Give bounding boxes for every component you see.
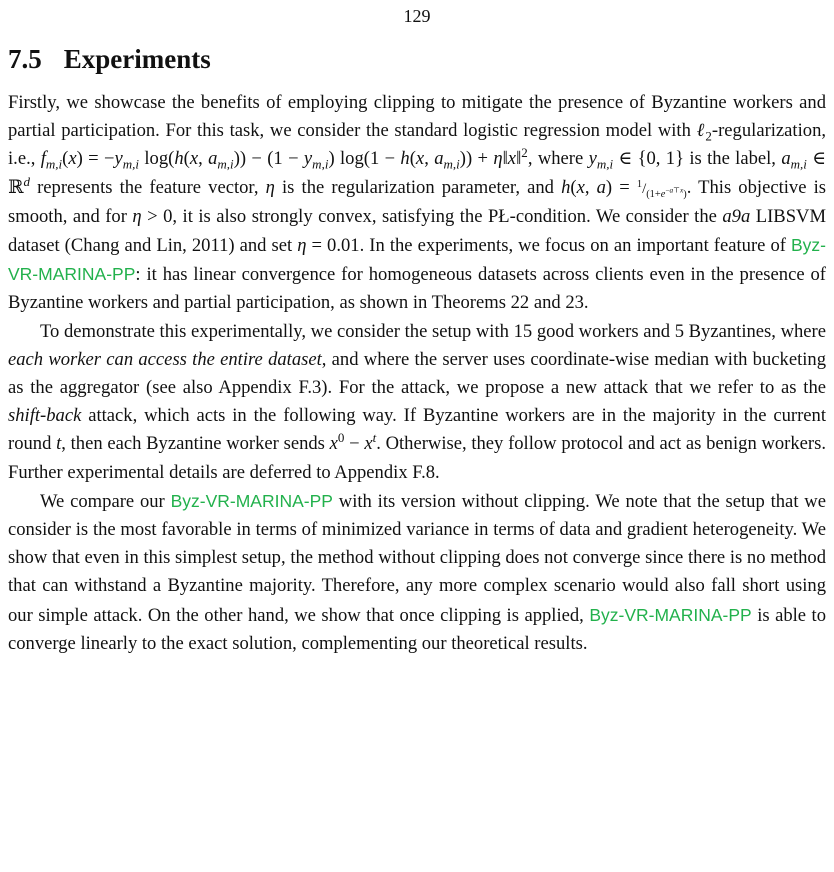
- math-attack-vector: $x^0 - x^t$: [329, 430, 377, 455]
- section-heading: [8, 42, 211, 76]
- math-round: t: [56, 433, 62, 455]
- emphasis-text: each worker can access the entire dataset: [8, 348, 322, 370]
- section-title: Experiments: [63, 44, 211, 74]
- paragraph-1-text: is the regularization parameter, and: [274, 176, 562, 198]
- paragraph-1-text: -regularization, i.e.,: [8, 120, 827, 170]
- math-eta-positive: η > 0: [132, 205, 173, 227]
- section-number: 7.5: [8, 44, 42, 74]
- math-feature-def: $a_{m,i}$ ∈ ℝ$^d$: [8, 148, 826, 198]
- paragraph-1-text: , it is also strongly convex, satisfying the PŁ-condition. We consider the: [172, 205, 723, 227]
- paragraph-3-text: with its version without clipping. We note that the setup that we consider is the most favorable in terms of minimized variance in terms of data and gradient heterogeneity. We show that even in this simplest setup, the method without clipping does not converge since there is no method that can withstand a Byzantine majority. Therefore, any more complex scenario would also fall short using our simple attack. On the other hand, we show that once clipping is applied,: [8, 490, 826, 626]
- paragraph-3: [8, 487, 826, 658]
- math-l2: ℓ$_2$: [696, 120, 712, 144]
- math-eta-value: η = 0.01: [297, 235, 360, 257]
- section-body: [8, 89, 826, 658]
- paragraph-1: Firstly, we showcase the benefits of employing clipping to mitigate the presence of Byzantine workers and partial participation. For this task, we consider the standard logistic regression model with ℓ$_2$-regularization, i.e., $f_{m,i}(x) = -y_{m,i}$ log(h(x, $a_{m,i})) - (1 - y_{m,i})$ log(1 − h(x, $a_{m,i}$)) + η‖x‖$^2$, where $y_{m,i}$ ∈ {0, 1} is the label, $a_{m,i}$ ∈ ℝ$^d$ represents the feature vector, η is the regularization parameter, and h(x, $a) = ^1/_{(1+e^{-a⊤x})}$. This objective is smooth, and for η > 0, it is also strongly convex, satisfying the PŁ-condition. We consider the a9a LIBSVM dataset (Chang and Lin, 2011) and set η = 0.01. In the experiments, we focus on an important feature of Byz-VR-MARINA-PP: it has linear convergence for homogeneous datasets across clients even in the presence of Byzantine workers and partial participation, as shown in Theorems 22 and 23.: [8, 92, 827, 314]
- emphasis-text: shift-back: [8, 405, 82, 427]
- paragraph-2-text: To demonstrate this experimentally, we consider the setup with 15 good workers and 5 Byzantines, where: [40, 320, 826, 342]
- paragraph-1-text: . In the experiments, we focus on an important feature of: [359, 235, 791, 257]
- paragraph-1-text: represents the feature vector,: [29, 176, 266, 198]
- page-number: 129: [403, 6, 431, 26]
- paragraph-2-text: , and where the server uses coordinate-wise median with bucketing as the aggregator (see also Appendix F.3). For the attack, we propose a new attack that we refer to as the: [8, 348, 826, 399]
- math-eta: η: [265, 176, 275, 198]
- paragraph-2-text: , then each Byzantine worker sends: [61, 433, 330, 455]
- paragraph-1-text: . This objective is smooth, and for: [8, 176, 826, 227]
- paragraph-3-text: We compare our: [40, 490, 171, 512]
- algorithm-name: Byz-VR-MARINA-PP: [589, 604, 752, 625]
- paragraph-2: [8, 318, 826, 487]
- algorithm-name: Byz-VR-MARINA-PP: [170, 490, 333, 511]
- paragraph-1-text: : it has linear convergence for homogeneous datasets across clients even in the presence of Byzantine workers and partial participation, as shown in Theorems 22 and 23.: [8, 264, 826, 314]
- paragraph-3-text: is able to converge linearly to the exact solution, complementing our theoretical results.: [8, 604, 827, 654]
- math-label-def: $y_{m,i}$ ∈ {0, 1}: [588, 148, 685, 173]
- algorithm-name: Byz-VR-MARINA-PP: [8, 235, 826, 285]
- paragraph-1-text: Firstly, we showcase the benefits of employing clipping to mitigate the presence of Byzantine workers and partial participation. For this task, we consider the standard logistic regression model with: [8, 92, 826, 142]
- math-objective: $f_{m,i}(x) = -y_{m,i}$ log(h(x, $a_{m,i})) - (1 - y_{m,i})$ log(1 − h(x, $a_{m,i}$)) + η‖x‖$^2$,: [40, 145, 533, 173]
- paragraph-2-text: attack, which acts in the following way. If Byzantine workers are in the majority in the current round: [8, 405, 826, 455]
- paragraph-2-text: . Otherwise, they follow protocol and act as benign workers. Further experimental details are deferred to Appendix F.8.: [8, 433, 826, 483]
- dataset-name: a9a: [722, 205, 751, 227]
- paragraph-1-text: LIBSVM dataset (Chang and Lin, 2011) and set: [8, 205, 827, 257]
- paragraph-1-text: is the label,: [684, 148, 782, 170]
- math-sigmoid-def: h(x, $a) = ^1/_{(1+e^{-a⊤x})}$: [561, 176, 687, 200]
